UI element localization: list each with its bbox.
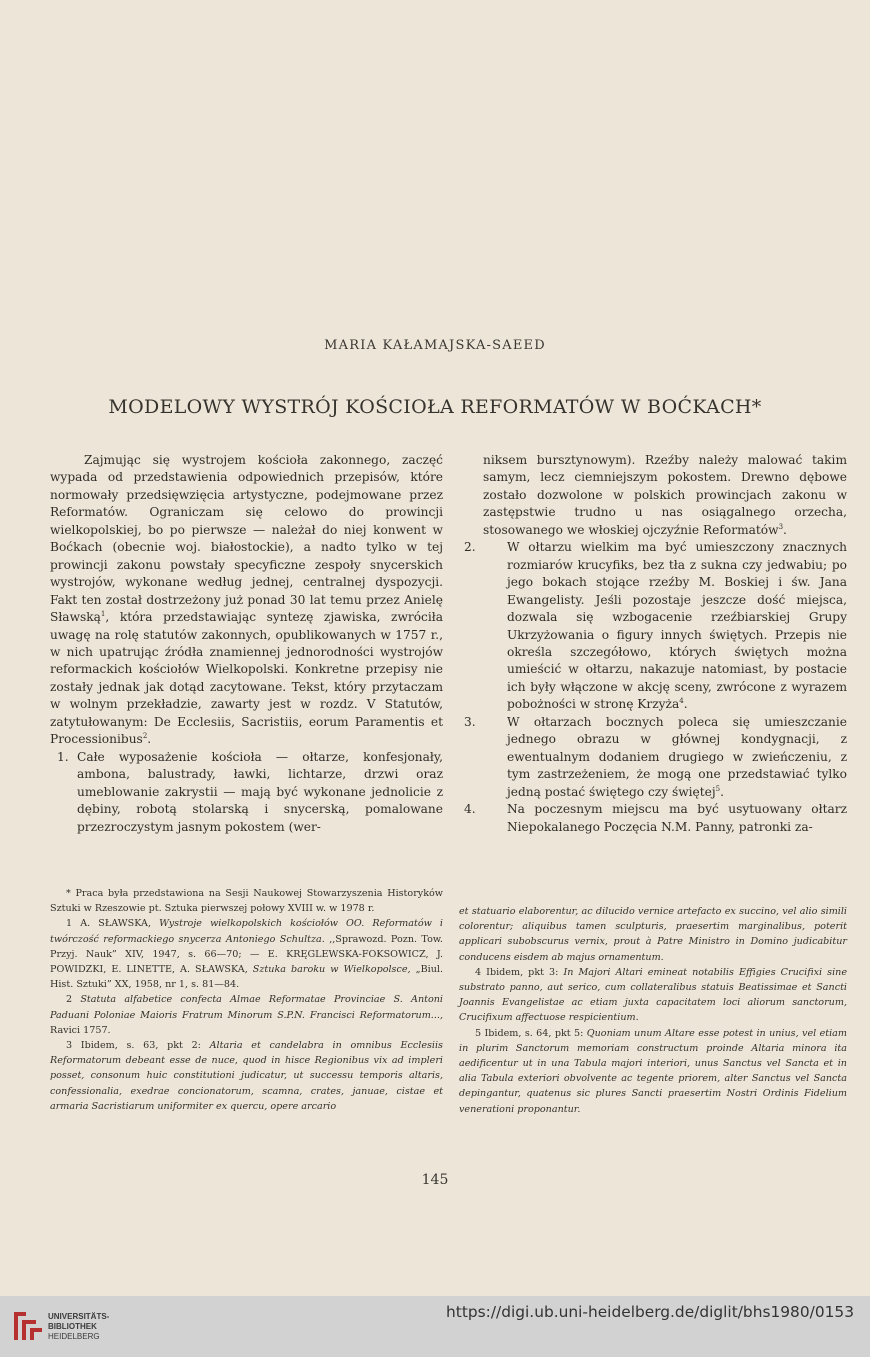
footnote-ref-4: 4	[679, 697, 684, 706]
source-url-link[interactable]: https://digi.ub.uni-heidelberg.de/diglit/bhs1980/0153	[446, 1303, 854, 1321]
list-number: 4.	[464, 802, 476, 817]
footnote-italic: Altaria et candelabra in omnibus Ecclesiis Reformatorum debeant esse de nuce, quod in hisce Regionibus vix ad impleri posset, consonum huic constitutioni judicatur, ut successu temporis altaris, confessionalia, exedrae concionatorum, scamna, crates, januae, cistae et armaria Sacristiarum uniformiter ex quercu, opere arcario	[50, 1040, 443, 1112]
list-item-2	[464, 539, 847, 714]
footnote-text: 1 A. SŁAWSKA,	[66, 918, 151, 930]
footnote-italic: Sztuka baroku w Wielkopolsce,	[252, 964, 411, 976]
footnote-4	[459, 965, 847, 1026]
list-item-3	[464, 714, 847, 801]
footnote-ref-5: 5	[715, 784, 721, 793]
footnote-3	[50, 1038, 443, 1114]
list-number: 3.	[464, 714, 476, 729]
footnotes-right	[459, 904, 847, 1117]
list-item-text: Na poczesnym miejscu ma być usytuowany ołtarz Niepokalanego Poczęcia N.M. Panny, patronki za-	[507, 802, 847, 834]
list-item-text: W ołtarzu wielkim ma być umieszczony znacznych rozmiarów krucyfiks, bez tła z sukna czy jedwabiu; po jego bokach stojące rzeźby M. Boskiej i św. Jana Ewangelisty. Jeśli pozostaje jeszcze dość miejsca, dozwala się wzbogacenie rzeźbiarskiej Grupy Ukrzyżowania o figury innych świętych. Przepis nie określa szczegółowo, których świętych można umieścić w ołtarzu, nakazuje natomiast, by postacie ich były włączone w akcję sceny, zwrócone z wyrazem pobożności w stronę Krzyża	[507, 540, 847, 712]
continued-paragraph	[483, 452, 847, 539]
footnote-italic: Statuta alfabetice confecta Almae Reformatae Provinciae S. Antoni Paduani Poloniae Maioris Fratrum Minorum S.P.N. Francisci Reformatorum...,	[50, 994, 443, 1021]
university-library-logo-icon	[10, 1306, 44, 1346]
footnote-italic: Wystroje wielkopolskich kościołów OO. Reformatów i twórczość reformackiego snycerza Antoniego Schultza.	[50, 918, 443, 945]
footnote-5	[459, 1026, 847, 1117]
logo-text	[48, 1312, 109, 1342]
author-name: MARIA KAŁAMAJSKA-SAEED	[324, 338, 546, 353]
list-item-end: .	[720, 784, 724, 799]
footnote-text: 5 Ibidem, s. 64, pkt 5:	[475, 1027, 584, 1039]
intro-text: Zajmując się wystrojem kościoła zakonnego, zaczęć wypada od przedstawienia odpowiednich przepisów, które normowały przedsięwzięcia artystyczne, podejmowane przez Reformatów. Ograniczam się celowo do prowincji wielkopolskiej, bo po pierwsze — należał do niej konwent w Boćkach (obecnie woj. białostockie), a nadto tylko w tej prowincji zakonu powstały specyficzne zespoły snycerskich wystrojów, wykonane według jednej, centralnej dyspozycji. Fakt ten został dostrzeżony już ponad 30 lat temu przez Anielę Sławską	[50, 453, 443, 625]
footnote-ref-2: 2	[142, 732, 148, 741]
footnote-text: 2	[66, 994, 73, 1006]
logo-line-1: UNIVERSITÄTS-	[48, 1312, 110, 1321]
intro-text-2: , która przedstawiając syntezę zjawiska, zwróciła uwagę na rolę statutów zakonnych, opublikowanych w 1757 r., w nich upatrując źródła znamiennej jednorodności wystrojów reformackich kościołów Wielkopolski. Konkretne przepisy nie zostały jednak jak dotąd zacytowane. Tekst, który przytaczam w wolnym przekładzie, zawarty jest w rozdz. V Statutów, zatytułowanym: De Ecclesiis, Sacristiis, eorum Paramentis et Processionibus	[50, 610, 443, 747]
list-number: 2.	[464, 540, 476, 555]
list-item-4	[464, 801, 847, 836]
footnote-ref-1: 1	[100, 610, 106, 619]
list-item-text: Całe wyposażenie kościoła — ołtarze, konfesjonały, ambona, balustrady, ławki, lichtarze, drzwi oraz umeblowanie zakrystii — mają być wykonane jednolicie z dębiny, robotą stolarską i snycerską, pomalowane przezroczystym jasnym pokostem (wer-	[77, 749, 443, 834]
footnote-text: „Biul. Hist. Sztuki” XX, 1958, nr 1, s. 81—84.	[50, 964, 444, 991]
footer-bar	[0, 1296, 870, 1357]
footnote-2	[50, 992, 443, 1038]
article-title: MODELOWY WYSTRÓJ KOŚCIOŁA REFORMATÓW W BOĆKACH*	[108, 396, 762, 418]
list-item-1	[50, 749, 443, 836]
continued-text: niksem bursztynowym). Rzeźby należy malować takim samym, lecz ciemniejszym pokostem. Drewno dębowe zostało dozwolone w polskich prowincjach zakonu w zastępstwie trudno u nas osiągalnego orzecha, stosowanego we włoskiej ojczyźnie Reformatów	[483, 453, 847, 537]
logo-line-3: HEIDELBERG	[48, 1332, 100, 1341]
footnote-text: 3 Ibidem, s. 63, pkt 2:	[66, 1040, 201, 1052]
footnote-text: ,,Sprawozd. Pozn. Tow. Przyj. Nauk” XIV, 1947, s. 66—70; — E. KRĘGLEWSKA-FOKSOWICZ, J. POWIDZKI, E. LINETTE, A. SŁAWSKA,	[50, 933, 443, 976]
list-item-text: W ołtarzach bocznych poleca się umieszczanie jednego obrazu w głównej kondygnacji, z ewentualnym dodaniem drugiego w zwieńczeniu, z tym zastrzeżeniem, że mogą one przedstawiać tylko jedną postać świętego czy świętej	[507, 714, 847, 799]
footnote-ref-3: 3	[778, 522, 784, 531]
library-logo[interactable]	[10, 1304, 110, 1350]
logo-line-2: BIBLIOTHEK	[48, 1322, 97, 1331]
footnotes-left	[50, 886, 443, 1114]
footnote-star: * Praca była przedstawiona na Sesji Naukowej Stowarzyszenia Historyków Sztuki w Rzeszowie pt. Sztuka pierwszej połowy XVIII w. w 1978 r.	[50, 888, 443, 915]
footnote-1	[50, 916, 443, 992]
footnote-italic: In Majori Altari emineat notabilis Effigies Crucifixi sine substrato panno, aut serico, cum collateralibus statuis Beatissimae et Sancti Joannis Evangelistae ac etiam juxta capacitatem loci aliorum sanctorum, Crucifixum affectuose respicientium.	[459, 966, 847, 1024]
footnote-3-continued: et statuario elaborentur, ac dilucido vernice artefacto ex succino, vel alio simili colorentur; aliquibus tamen sculpturis, praesertim marginalibus, poterit applicari subobscurus vernix, prout à Patre Ministro in Domino judicabitur conducens eisdem ab majus ornamentum.	[459, 906, 847, 963]
right-column	[464, 452, 847, 836]
list-item-end: .	[683, 697, 688, 712]
intro-end: .	[147, 732, 152, 747]
left-column	[50, 452, 443, 836]
continued-end: .	[783, 522, 787, 537]
intro-paragraph	[50, 452, 443, 749]
footnote-text: 4 Ibidem, pkt 3:	[475, 966, 559, 978]
footnote-text: Ravici 1757.	[50, 1024, 111, 1036]
page-number: 145	[421, 1172, 449, 1188]
footnote-italic: Quoniam unum Altare esse potest in unius, vel etiam in plurim Sanctorum memoriam constructum proinde Altaria minora ita aedificentur ut in una Tabula majori interiori, unus Sanctus vel Sancta et in alia Tabula exteriori obvolvente ac tegente priorem, alter Sanctus vel Sancta depingantur, quatenus sic plures Sancti praesertim Nostri Ordinis Fidelium venerationi proponantur.	[459, 1027, 847, 1115]
list-number: 1.	[57, 749, 69, 764]
